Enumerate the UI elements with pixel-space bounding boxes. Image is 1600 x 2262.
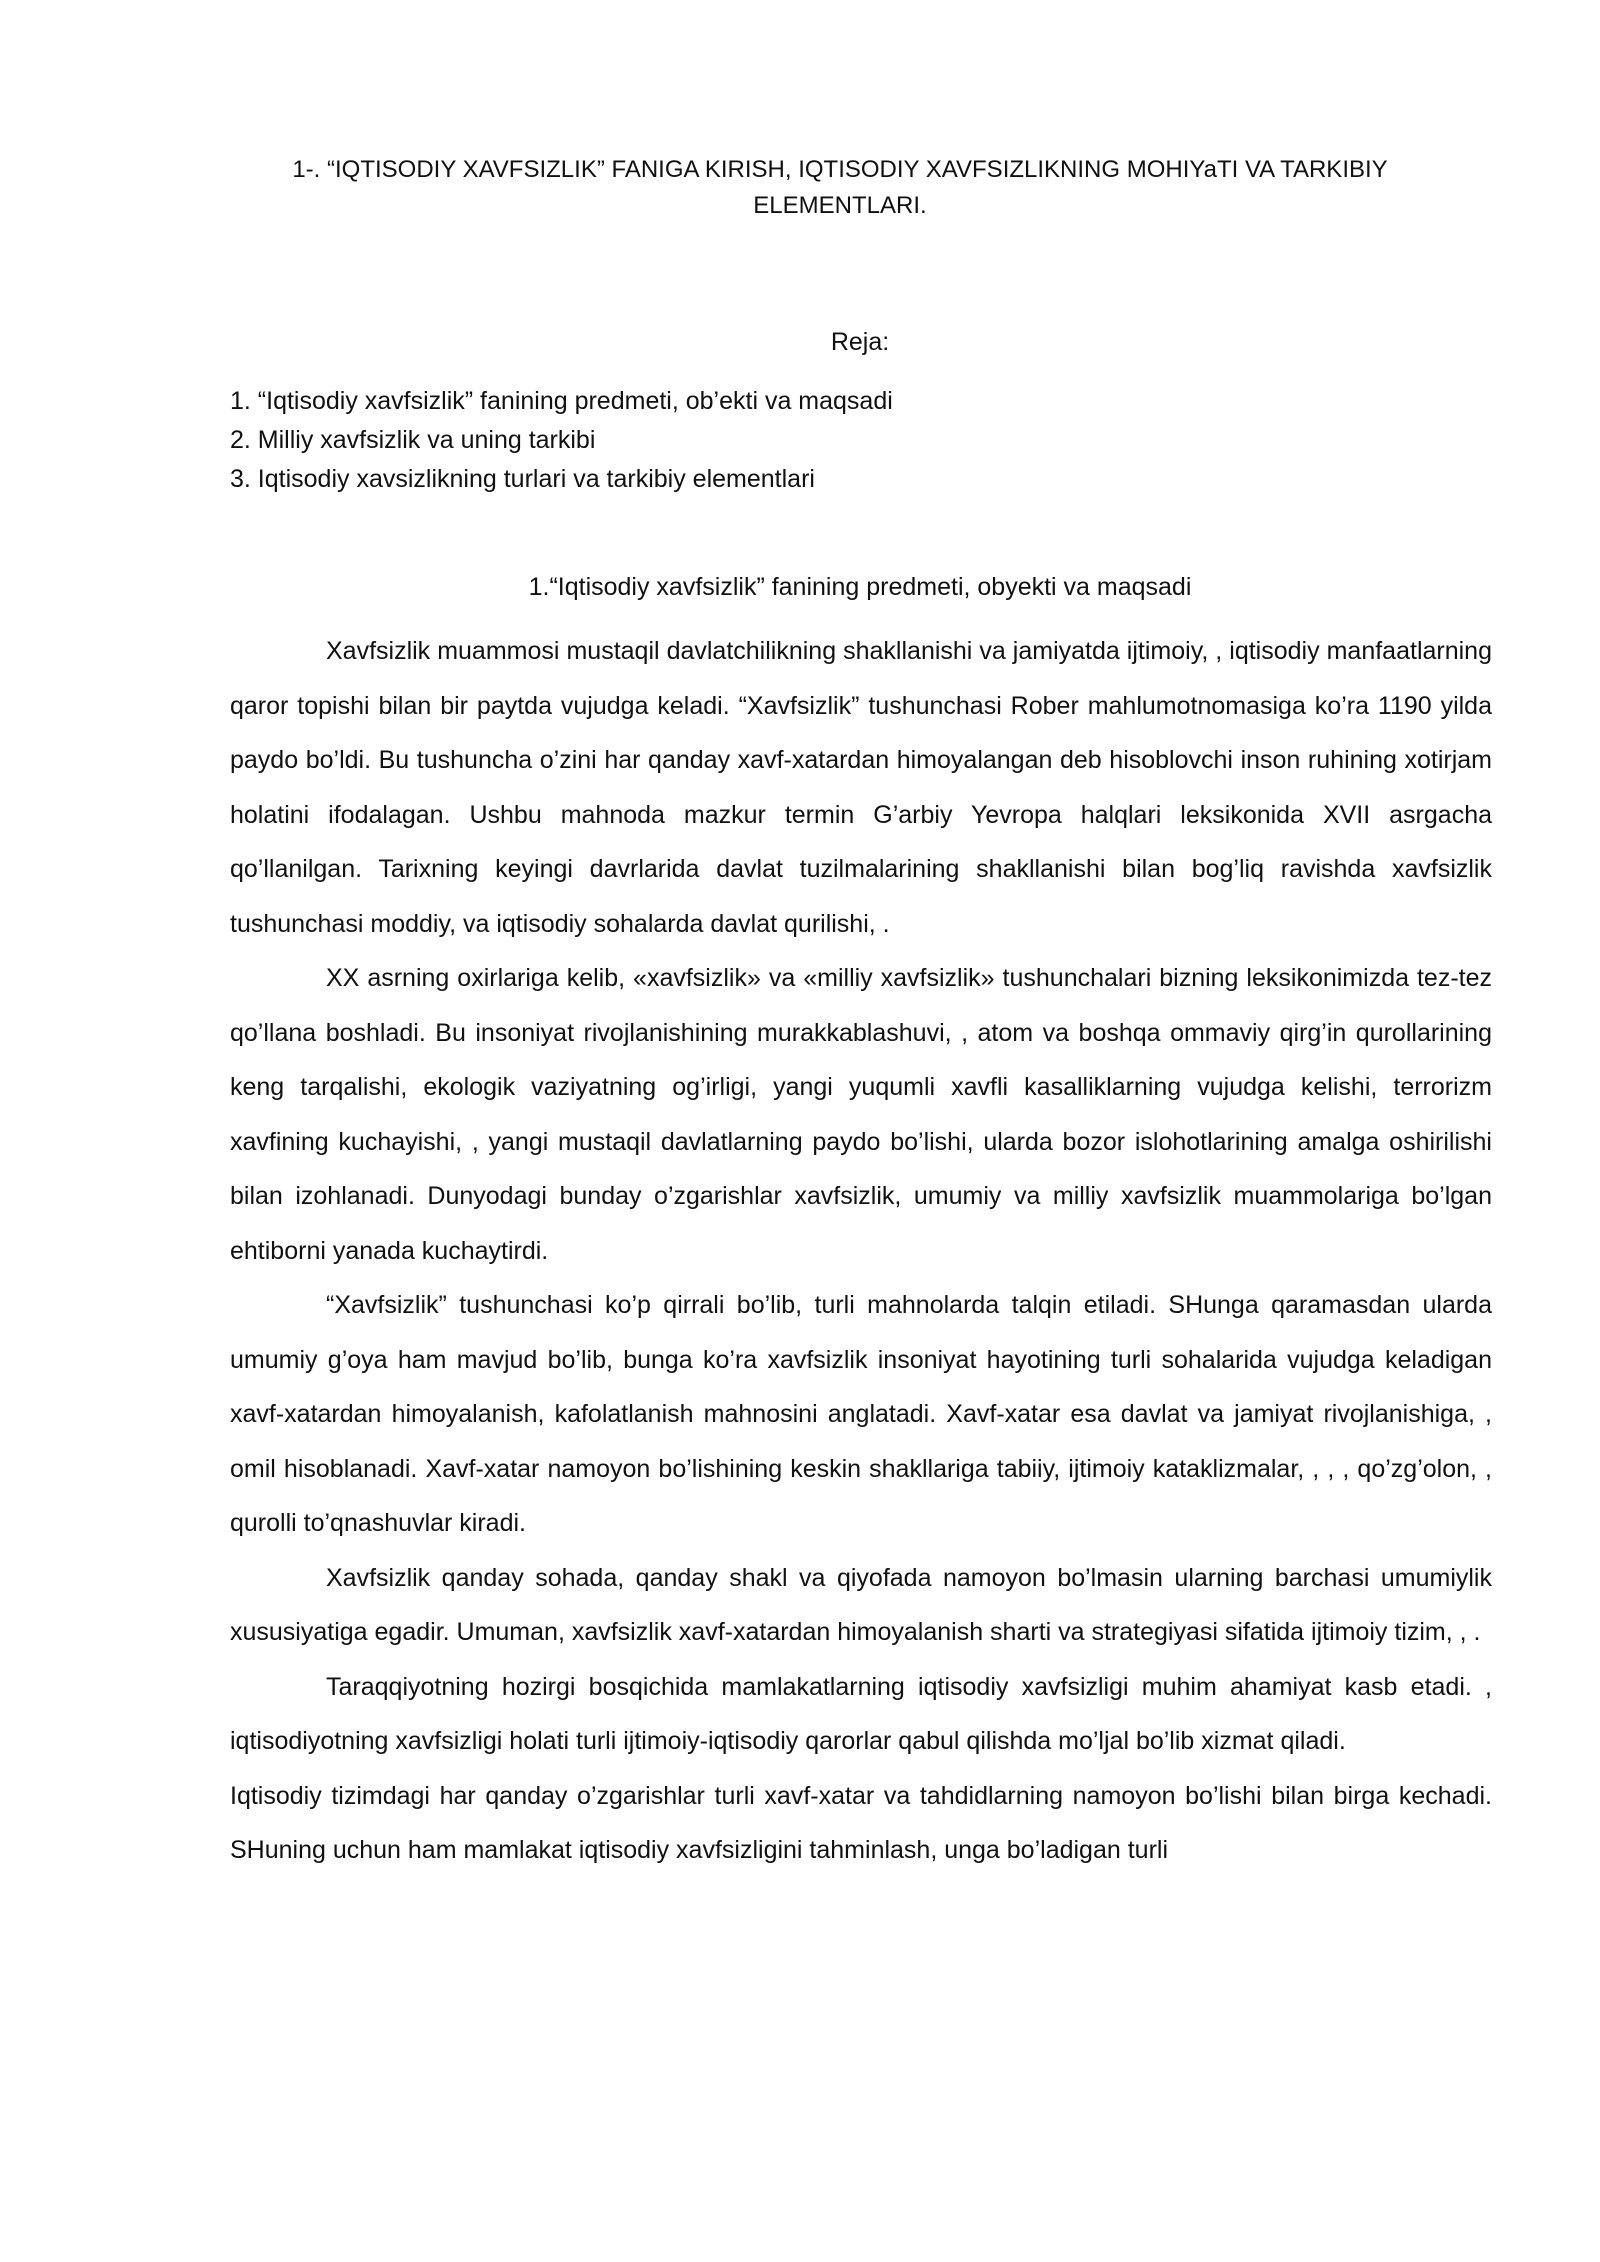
paragraph: Iqtisodiy tizimdagi har qanday o’zgarishlar turli xavf-xatar va tahdidlarning namoyon bo’lishi bilan birga kechadi. SHuning uchun ham mamlakat iqtisodiy xavfsizligini tahminlash, unga bo’ladigan turli (230, 1781, 1492, 1864)
paragraph: Xavfsizlik muammosi mustaqil davlatchilikning shakllanishi va jamiyatda ijtimoiy, , iqtisodiy manfaatlarning qaror topishi bilan bir paytda vujudga keladi. “Xavfsizlik” tushunchasi Rober mahlumotnomasiga ko’ra 1190 yilda paydo bo’ldi. Bu tushuncha o’zini har qanday xavf-xatardan himoyalangan deb hisoblovchi inson ruhining xotirjam holatini ifodalagan. Ushbu mahnoda mazkur termin G’arbiy Yevropa halqlari leksikonida XVII asrgacha qo’llanilgan. Tarixning keyingi davrlarida davlat tuzilmalarining shakllanishi bilan bog’liq ravishda xavfsizlik tushunchasi moddiy, va iqtisodiy sohalarda davlat qurilishi, . (230, 637, 1492, 938)
plan-item: 3. Iqtisodiy xavsizlikning turlari va tarkibiy elementlari (230, 465, 815, 493)
plan-heading: Reja: (830, 328, 890, 356)
body-text (230, 624, 1492, 1878)
plan-item: 2. Milliy xavfsizlik va uning tarkibi (230, 426, 596, 454)
paragraph: XX asrning oxirlariga kelib, «xavfsizlik» va «milliy xavfsizlik» tushunchalari bizning leksikonimizda tez-tez qo’llana boshladi. Bu insoniyat rivojlanishining murakkablashuvi, , atom va boshqa ommaviy qirg’in qurollarining keng tarqalishi, ekologik vaziyatning og’irligi, yangi yuqumli xavfli kasalliklarning vujudga kelishi, terrorizm xavfining kuchayishi, , yangi mustaqil davlatlarning paydo bo’lishi, ularda bozor islohotlarining amalga oshirilishi bilan izohlanadi. Dunyodagi bunday o’zgarishlar xavfsizlik, umumiy va milliy xavfsizlik muammolariga bo’lgan ehtiborni yanada kuchaytirdi. (230, 964, 1492, 1265)
paragraph: Taraqqiyotning hozirgi bosqichida mamlakatlarning iqtisodiy xavfsizligi muhim ahamiyat kasb etadi. , iqtisodiyotning xavfsizligi holati turli ijtimoiy-iqtisodiy qarorlar qabul qilishda mo’ljal bo’lib xizmat qiladi. (230, 1672, 1492, 1755)
paragraph: Xavfsizlik qanday sohada, qanday shakl va qiyofada namoyon bo’lmasin ularning barchasi umumiylik xususiyatiga egadir. Umuman, xavfsizlik xavf-xatardan himoyalanish sharti va strategiyasi sifatida ijtimoiy tizim, , . (230, 1563, 1492, 1646)
section-heading: 1.“Iqtisodiy xavfsizlik” fanining predmeti, obyekti va maqsadi (528, 573, 1192, 601)
plan-item: 1. “Iqtisodiy xavfsizlik” fanining predmeti, ob’ekti va maqsadi (230, 387, 893, 415)
document-title: 1-. “IQTISODIY XAVFSIZLIK” FANIGA KIRISH, IQTISODIY XAVFSIZLIKNING MOHIYaTI VA TARKIBIY ELEMENTLARI. (292, 156, 1388, 219)
paragraph: “Xavfsizlik” tushunchasi ko’p qirrali bo’lib, turli mahnolarda talqin etiladi. SHunga qaramasdan ularda umumiy g’oya ham mavjud bo’lib, bunga ko’ra xavfsizlik insoniyat hayotining turli sohalarida vujudga keladigan xavf-xatardan himoyalanish, kafolatlanish mahnosini anglatadi. Xavf-xatar esa davlat va jamiyat rivojlanishiga, , omil hisoblanadi. Xavf-xatar namoyon bo’lishining keskin shakllariga tabiiy, ijtimoiy kataklizmalar, , , , qo’zg’olon, , qurolli to’qnashuvlar kiradi. (230, 1291, 1492, 1537)
plan-list (230, 382, 1490, 499)
